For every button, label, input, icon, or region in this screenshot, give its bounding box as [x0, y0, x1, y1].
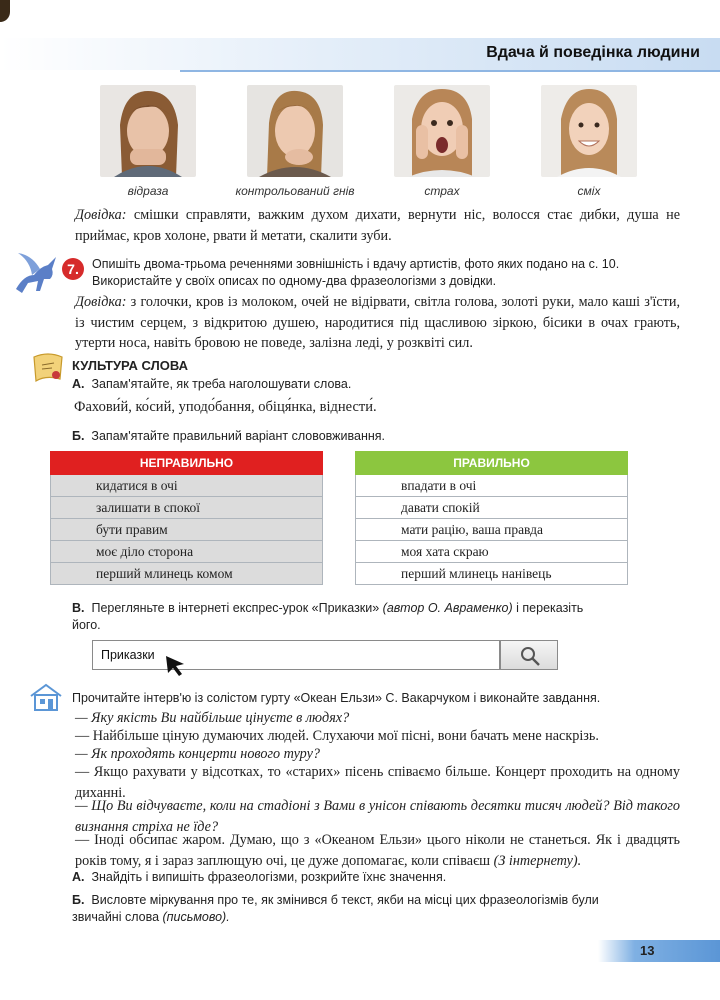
table-row: перший млинець комом — [50, 563, 323, 585]
photo-laughter — [541, 85, 637, 177]
task-number-badge: 7. — [62, 258, 84, 280]
wrong-table-header: НЕПРАВИЛЬНО — [50, 451, 323, 475]
right-usage-table — [355, 451, 628, 585]
table-row: мати рацію, ваша правда — [355, 519, 628, 541]
interview-a3 — [75, 830, 680, 871]
hint-text-2: з голочки, кров із молоком, очей не відірвати, світла голова, золоті руки, мало каші з'їсти, із чистим серцем, з відкритою душею, народитися під щасливою зіркою, бісики в очах грають, утерти носа, навіть бровою не поведе, залізна леді, у розквіті сил. — [75, 294, 680, 351]
table-row: моє діло сторона — [50, 541, 323, 563]
task-7-text: Опишіть двома-трьома реченнями зовнішність і вдачу артистів, фото яких подано на с. 10. Використайте у своїх описах по одному-два фразеологізми з довідки. — [92, 257, 620, 288]
search-input[interactable] — [92, 640, 500, 670]
table-row: бути правим — [50, 519, 323, 541]
pegasus-icon — [10, 245, 62, 297]
task-letter-v: В. — [72, 601, 85, 615]
hint-text: смішки справляти, важким духом дихати, вернути ніс, волосся стає дибки, душа не приймає, кров холоне, рвати й метати, скалити зуби. — [75, 207, 680, 244]
table-row: залишати в спокої — [50, 497, 323, 519]
final-b-italic: (письмово). — [162, 909, 230, 924]
section-heading: КУЛЬТУРА СЛОВА — [72, 358, 188, 373]
interview-a1: — Найбільше ціную думаючих людей. Слухаючи мої пісні, вони бачать мене наскрізь. — [75, 728, 599, 744]
hint-label: Довідка: — [75, 207, 127, 223]
photo-disgust — [100, 85, 196, 177]
culture-task-a — [72, 376, 351, 393]
task-v — [72, 600, 612, 633]
final-task-a — [72, 869, 632, 886]
answer-source: (З інтернету). — [493, 852, 582, 869]
final-a-text: Знайдіть і випишіть фразеологізми, розкрийте їхнє значення. — [91, 870, 447, 884]
question-text: — Як проходять концерти нового туру? — [75, 746, 320, 762]
search-input-value: Приказки — [101, 648, 155, 662]
caption-fear: страх — [424, 184, 460, 198]
caption-disgust: відраза — [127, 184, 169, 198]
search-button[interactable] — [500, 640, 558, 670]
search-icon — [519, 645, 541, 667]
table-row: перший млинець нанівець — [355, 563, 628, 585]
final-task-b — [72, 892, 612, 925]
task-letter-b: Б. — [72, 429, 85, 443]
wrong-usage-table — [50, 451, 323, 585]
final-letter-a: А. — [72, 870, 85, 884]
answer-text: — Іноді обсипає жаром. Думаю, що з «Океаном Ельзи» цього ніколи не станеться. Як і двадцять років тому, я і зараз заплющую очі, це дуже допомагає, коли співаєш — [75, 832, 680, 869]
final-letter-b: Б. — [72, 893, 85, 907]
photo-fear — [394, 85, 490, 177]
question-text: — Що Ви відчуваєте, коли на стадіоні з Вами в унісон співають десятки тисяч людей? Від такого визнання стріха не їде? — [75, 798, 680, 835]
final-b-text: Висловте міркування про те, як змінився б текст, якби на місці цих фразеологізмів були звичайні слова — [72, 893, 599, 924]
task-b-text: Запам'ятайте правильний варіант слововживання. — [91, 429, 386, 443]
task-a-text: Запам'ятайте, як треба наголошувати слова. — [91, 377, 352, 391]
caption-controlled-anger: контрольований гнів — [235, 184, 355, 198]
task-v-author: (автор О. Авраменко) — [382, 601, 513, 615]
table-row: давати спокій — [355, 497, 628, 519]
caption-laughter: сміх — [577, 184, 601, 198]
page-title: Вдача й поведінка людини — [486, 44, 700, 61]
question-text: — Яку якість Ви найбільше цінуєте в людях? — [75, 710, 350, 726]
hint-paragraph-1 — [75, 205, 680, 246]
photo-controlled-anger — [247, 85, 343, 177]
right-table-header: ПРАВИЛЬНО — [355, 451, 628, 475]
task-v-text-a: Перегляньте в інтернеті експрес-урок «Приказки» — [91, 601, 383, 615]
header-underline — [180, 70, 720, 72]
scroll-icon — [28, 351, 68, 387]
interview-a2: — Якщо рахувати у відсотках, то «старих» пісень співаємо більше. Концерт проходить на одному диханні. — [75, 764, 680, 801]
house-icon — [28, 682, 64, 712]
task-v-text-b: і переказіть його. — [72, 601, 584, 632]
table-row: впадати в очі — [355, 475, 628, 497]
page-number: 13 — [640, 943, 655, 958]
hint-paragraph-2 — [75, 292, 680, 354]
interview-intro: Прочитайте інтерв'ю із солістом гурту «Океан Ельзи» С. Вакарчуком і виконайте завдання. — [72, 691, 601, 705]
corner-mark — [0, 0, 10, 22]
mouse-cursor-icon — [164, 654, 188, 678]
culture-task-b — [72, 428, 385, 445]
stress-words: Фахови́й, ко́сий, уподо́бання, обіця́нка, віднести́. — [74, 399, 377, 415]
hint-label-2: Довідка: — [75, 294, 127, 310]
table-row: моя хата скраю — [355, 541, 628, 563]
page-number-band — [598, 940, 720, 962]
table-row: кидатися в очі — [50, 475, 323, 497]
task-letter-a: А. — [72, 377, 85, 391]
